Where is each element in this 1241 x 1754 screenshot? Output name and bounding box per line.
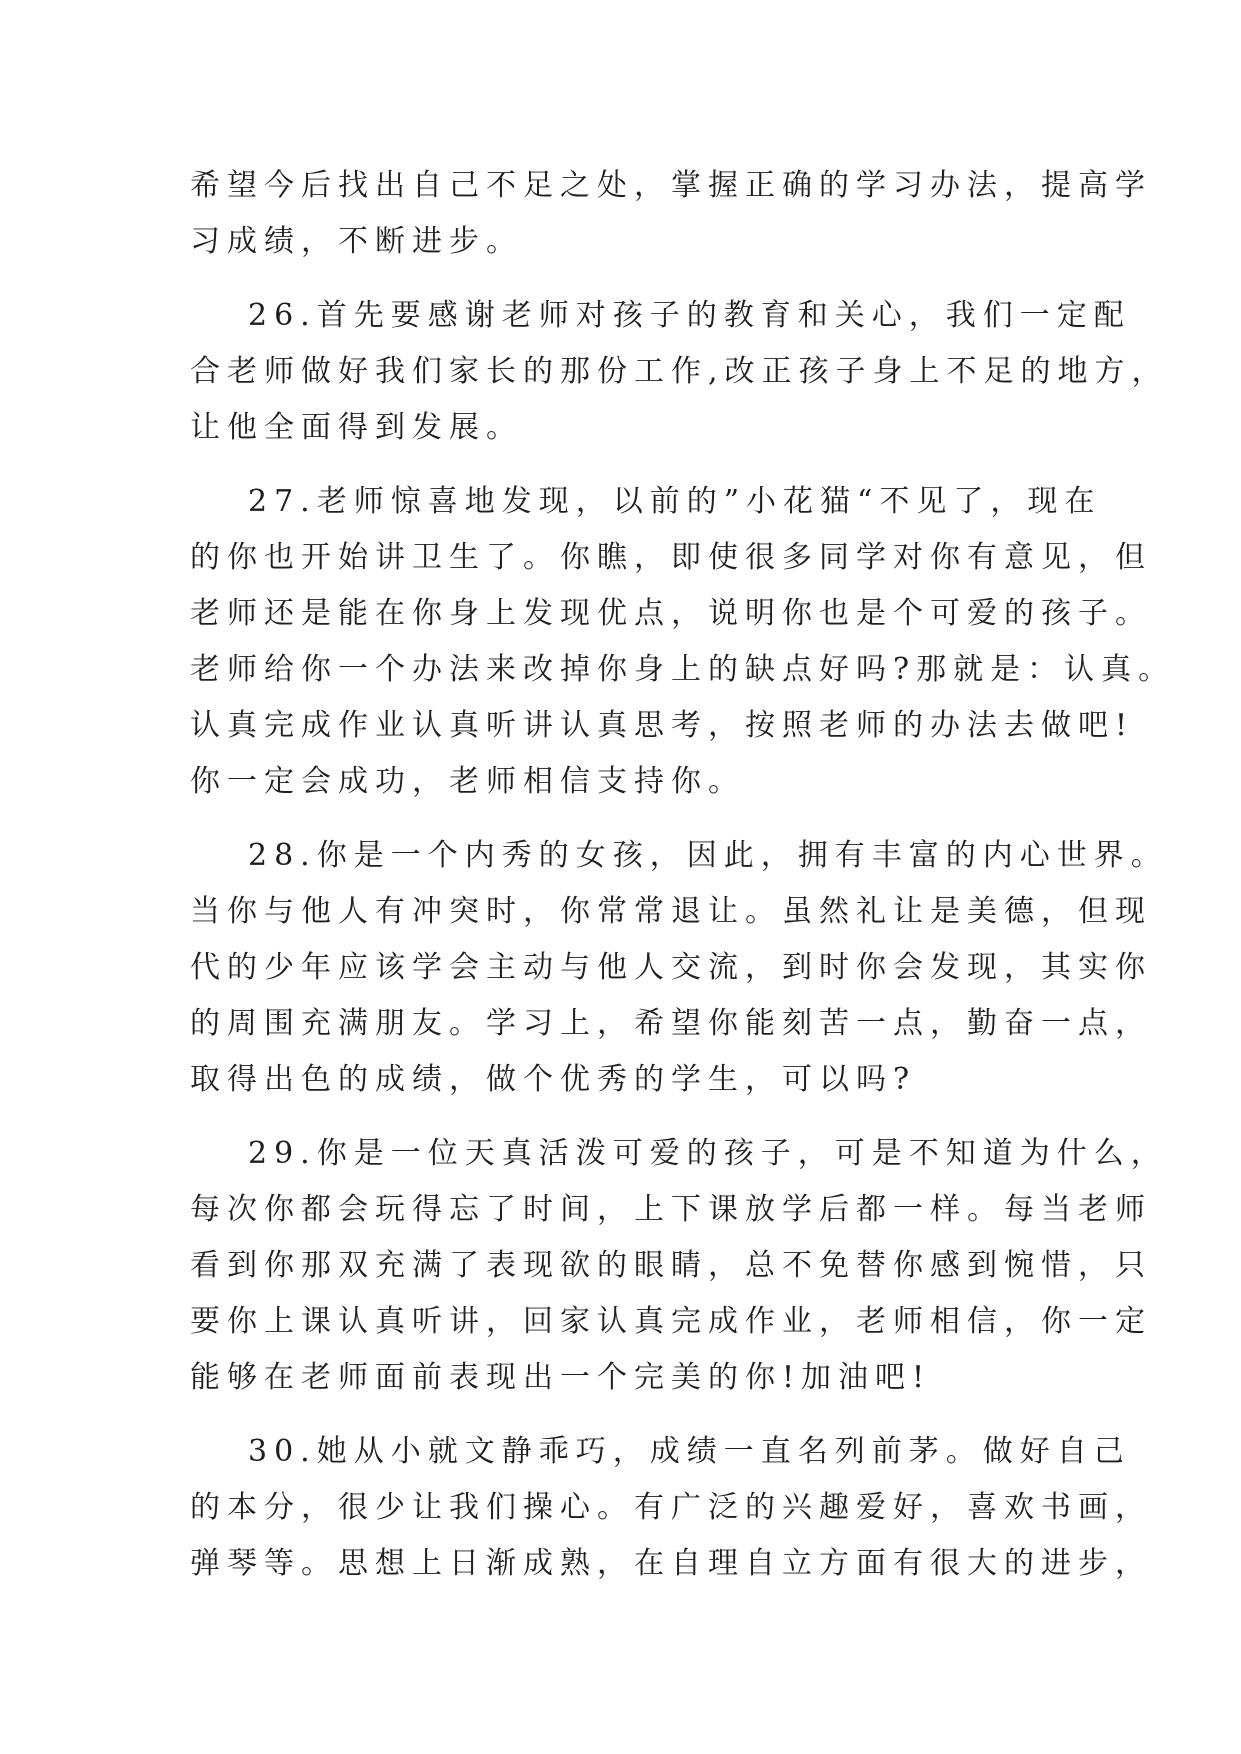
text-line: 看到你那双充满了表现欲的眼睛，总不免替你感到惋惜，只 bbox=[190, 1248, 1152, 1283]
text-line: 的你也开始讲卫生了。你瞧，即使很多同学对你有意见，但 bbox=[190, 540, 1152, 575]
text-line: 30.她从小就文静乖巧，成绩一直名列前茅。做好自己 bbox=[248, 1434, 1131, 1469]
text-line: 代的少年应该学会主动与他人交流，到时你会发现，其实你 bbox=[190, 950, 1152, 985]
text-line: 让他全面得到发展。 bbox=[190, 410, 523, 445]
text-line: 每次你都会玩得忘了时间，上下课放学后都一样。每当老师 bbox=[190, 1192, 1152, 1227]
text-line: 老师还是能在你身上发现优点，说明你也是个可爱的孩子。 bbox=[190, 596, 1152, 631]
text-line: 29.你是一位天真活泼可爱的孩子，可是不知道为什么， bbox=[248, 1136, 1168, 1171]
text-line: 27.老师惊喜地发现，以前的”小花猫“不见了，现在 bbox=[248, 484, 1102, 519]
text-line: 认真完成作业认真听讲认真思考，按照老师的办法去做吧! bbox=[190, 708, 1135, 743]
text-line: 的周围充满朋友。学习上，希望你能刻苦一点，勤奋一点， bbox=[190, 1006, 1152, 1041]
text-line: 要你上课认真听讲，回家认真完成作业，老师相信，你一定 bbox=[190, 1304, 1152, 1339]
text-line: 当你与他人有冲突时，你常常退让。虽然礼让是美德，但现 bbox=[190, 894, 1152, 929]
text-line: 你一定会成功，老师相信支持你。 bbox=[190, 764, 745, 799]
text-line: 老师给你一个办法来改掉你身上的缺点好吗?那就是：认真。 bbox=[190, 652, 1176, 687]
text-line: 28.你是一个内秀的女孩，因此，拥有丰富的内心世界。 bbox=[248, 838, 1168, 873]
text-line: 希望今后找出自己不足之处，掌握正确的学习办法，提高学 bbox=[190, 168, 1152, 203]
text-line: 能够在老师面前表现出一个完美的你!加油吧! bbox=[190, 1360, 932, 1395]
text-line: 弹琴等。思想上日渐成熟，在自理自立方面有很大的进步， bbox=[190, 1546, 1152, 1581]
text-line: 习成绩，不断进步。 bbox=[190, 224, 523, 259]
text-line: 合老师做好我们家长的那份工作,改正孩子身上不足的地方， bbox=[190, 354, 1169, 389]
text-line: 取得出色的成绩，做个优秀的学生，可以吗? bbox=[190, 1062, 917, 1097]
text-line: 26.首先要感谢老师对孩子的教育和关心，我们一定配 bbox=[248, 298, 1131, 333]
text-line: 的本分，很少让我们操心。有广泛的兴趣爱好，喜欢书画， bbox=[190, 1490, 1152, 1525]
